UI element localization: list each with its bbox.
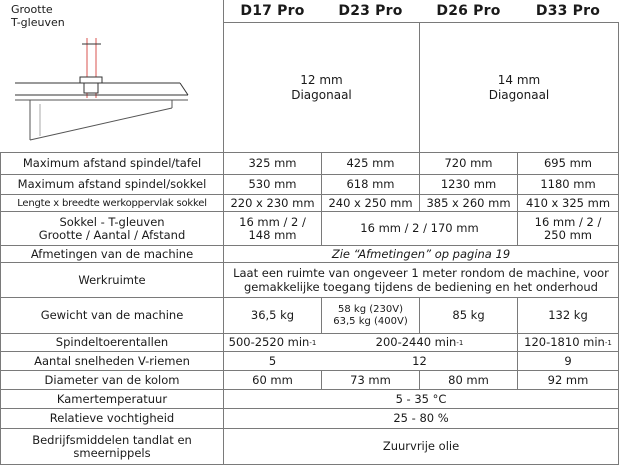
tslot-size-large-line2: Diagonaal xyxy=(488,87,550,102)
value-d23 xyxy=(322,298,419,333)
value-d17: 36,5 kg xyxy=(250,308,295,322)
value-d17: 60 mm xyxy=(252,372,293,387)
value-line2: 63,5 kg (400V) xyxy=(333,315,408,327)
value-all-merged: 25 - 80 % xyxy=(393,411,449,425)
value-d23-d26-merged: 16 mm / 2 / 170 mm xyxy=(360,221,479,235)
value-d33: 410 x 325 mm xyxy=(525,195,611,210)
row-label-kolom: Diameter van de kolom xyxy=(44,372,180,387)
diagram-caption-line1: Grootte xyxy=(11,3,53,16)
value-d26: 720 mm xyxy=(444,156,493,170)
model-header-d33: D33 Pro xyxy=(535,2,601,19)
value-d17: 5 xyxy=(268,353,277,368)
value-d26: 85 kg xyxy=(452,308,485,322)
tslot-size-large-line1: 14 mm xyxy=(497,72,541,87)
value-line1: 16 mm / 2 / xyxy=(239,214,306,229)
model-header-d26: D26 Pro xyxy=(436,2,501,19)
row-label-spindel-sokkel: Maximum afstand spindel/sokkel xyxy=(17,177,207,191)
tslot-size-small-line2: Diagonaal xyxy=(291,87,352,102)
value-line2: 148 mm xyxy=(248,227,297,242)
value-d23-d26-merged: 12 xyxy=(412,353,427,368)
tslot-size-large xyxy=(420,23,618,152)
value-all-merged: Laat een ruimte van ongeveer 1 meter rondom de machine, voor gemakkelijke toegang tijdens de bediening en het onderhoud xyxy=(233,266,609,294)
value-text: 200-2440 min xyxy=(375,335,457,349)
model-header-d23: D23 Pro xyxy=(338,2,403,19)
label-line2: Grootte / Aantal / Afstand xyxy=(38,227,186,242)
value-line1: 16 mm / 2 / xyxy=(534,214,602,229)
tslot-drawing xyxy=(15,38,188,140)
value-line1: 58 kg (230V) xyxy=(338,303,403,315)
value-all-merged: 5 - 35 °C xyxy=(395,391,447,406)
value-d17 xyxy=(224,212,321,245)
value-d23: 425 mm xyxy=(346,156,395,170)
row-label-afmetingen: Afmetingen van de machine xyxy=(30,246,194,261)
value-text: 120-1810 min xyxy=(524,335,605,349)
value-d17: 500-2520 min -1 xyxy=(228,335,317,349)
value-d17: 220 x 230 mm xyxy=(230,195,315,210)
value-all-merged: Zuurvrije olie xyxy=(382,439,460,453)
value-d17: 325 mm xyxy=(248,156,297,170)
value-d33: 120-1810 min -1 xyxy=(524,335,612,349)
model-header-d17: D17 Pro xyxy=(240,2,305,19)
tslot-size-small xyxy=(224,23,419,152)
value-d33: 9 xyxy=(564,353,572,368)
value-d33: 1180 mm xyxy=(540,177,596,191)
row-label-toerentallen: Spindeltoerentallen xyxy=(55,335,169,349)
row-label-gewicht: Gewicht van de machine xyxy=(40,308,184,322)
label-line2: smeernippels xyxy=(73,445,151,460)
row-label-werkruimte: Werkruimte xyxy=(78,272,146,287)
row-label-vochtigheid: Relatieve vochtigheid xyxy=(49,411,175,425)
value-d26: 1230 mm xyxy=(440,177,497,191)
value-d33: 132 kg xyxy=(548,308,588,322)
diagram-caption-line2: T-gleuven xyxy=(11,16,65,29)
value-d33 xyxy=(518,212,618,245)
row-label-snelheden: Aantal snelheden V-riemen xyxy=(34,353,190,368)
row-label-werkoppervlak: Lengte x breedte werkoppervlak sokkel xyxy=(17,197,207,209)
value-d17: 530 mm xyxy=(248,177,297,191)
row-label-sokkel-tgleuven xyxy=(1,212,223,245)
value-d23: 73 mm xyxy=(350,372,391,387)
row-label-spindel-tafel: Maximum afstand spindel/tafel xyxy=(22,156,202,170)
value-d26: 80 mm xyxy=(448,372,489,387)
value-text: 500-2520 min xyxy=(228,335,310,349)
value-line2: 250 mm xyxy=(543,227,592,242)
value-all-merged: Zie “Afmetingen” op pagina 19 xyxy=(331,246,511,261)
row-label-temperatuur: Kamertemperatuur xyxy=(56,391,168,406)
value-d23-d26-merged: 200-2440 min -1 xyxy=(375,335,464,349)
value-d23: 618 mm xyxy=(346,177,395,191)
value-d23: 240 x 250 mm xyxy=(328,195,413,210)
tslot-size-small-line1: 12 mm xyxy=(300,72,343,87)
label-line1: Bedrijfsmiddelen tandlat en xyxy=(32,432,192,447)
value-d26: 385 x 260 mm xyxy=(426,195,511,210)
value-d33: 92 mm xyxy=(547,372,589,387)
row-label-bedrijfsmiddelen xyxy=(1,429,223,464)
value-d33: 695 mm xyxy=(543,156,592,170)
label-line1: Sokkel - T-gleuven xyxy=(59,214,165,229)
